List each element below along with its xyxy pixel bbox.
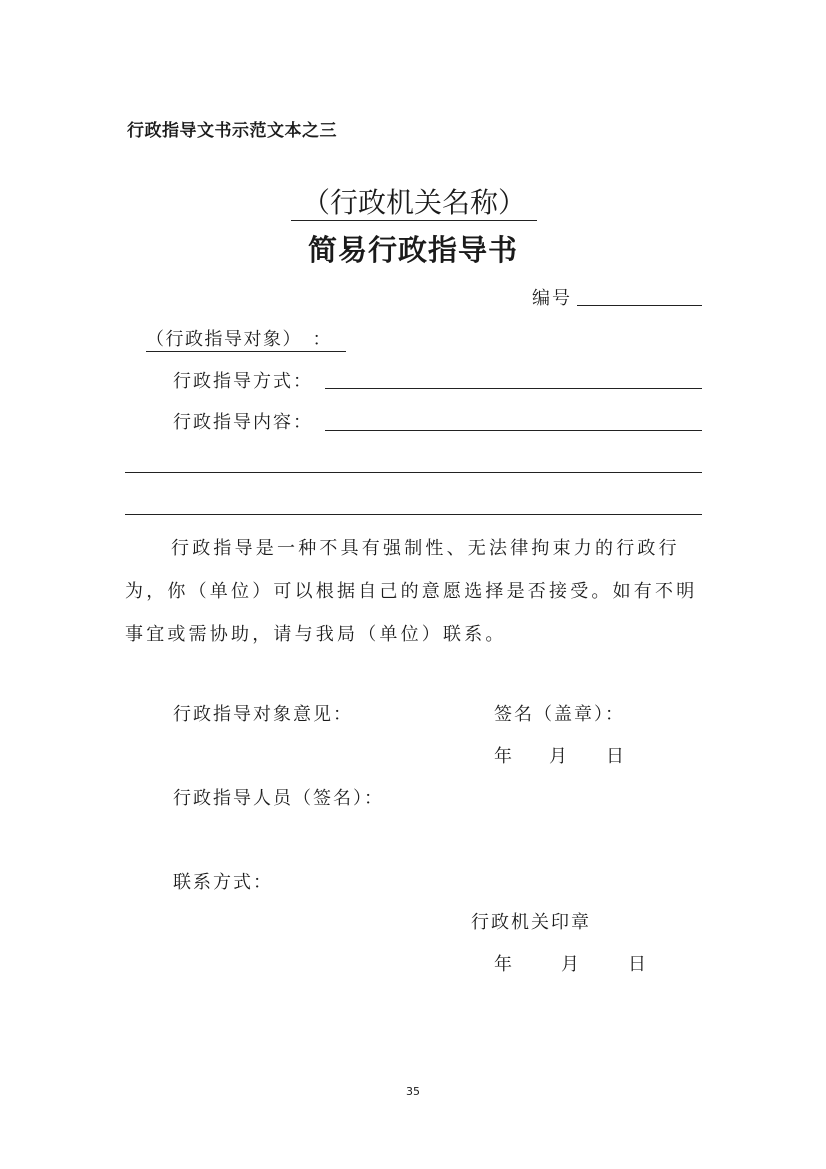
signature-label: 签名（盖章）： — [494, 704, 625, 725]
document-series-header: 行政指导文书示范文本之三 — [127, 121, 337, 141]
opinion-date-day: 日 — [606, 746, 626, 767]
seal-label: 行政机关印章 — [471, 912, 591, 933]
agency-name-title: （行政机关名称） — [291, 186, 537, 221]
opinion-date-year: 年 — [494, 746, 514, 767]
content-blank-line-3 — [125, 514, 702, 515]
number-blank-line — [577, 305, 702, 306]
body-paragraph: 行政指导是一种不具有强制性、无法律拘束力的行政行为，你（单位）可以根据自己的意愿选择是否接受。如有不明事宜或需协助，请与我局（单位）联系。 — [125, 538, 698, 645]
opinion-label: 行政指导对象意见： — [173, 704, 353, 725]
content-blank-line — [325, 430, 702, 431]
method-blank-line — [325, 388, 702, 389]
recipient-label: （行政指导对象） ： — [146, 325, 346, 352]
content-blank-line-2 — [125, 472, 702, 473]
seal-date-year: 年 — [494, 954, 514, 975]
document-title: 简易行政指导书 — [307, 233, 518, 267]
page-number: 35 — [406, 1085, 420, 1098]
opinion-date-month: 月 — [549, 746, 569, 767]
method-label: 行政指导方式： — [173, 371, 313, 392]
content-label: 行政指导内容： — [173, 412, 313, 433]
seal-date-month: 月 — [561, 954, 581, 975]
contact-label: 联系方式： — [173, 872, 273, 893]
number-label: 编号 — [532, 288, 572, 309]
staff-signature-label: 行政指导人员（签名）： — [173, 788, 384, 809]
seal-date-day: 日 — [628, 954, 648, 975]
